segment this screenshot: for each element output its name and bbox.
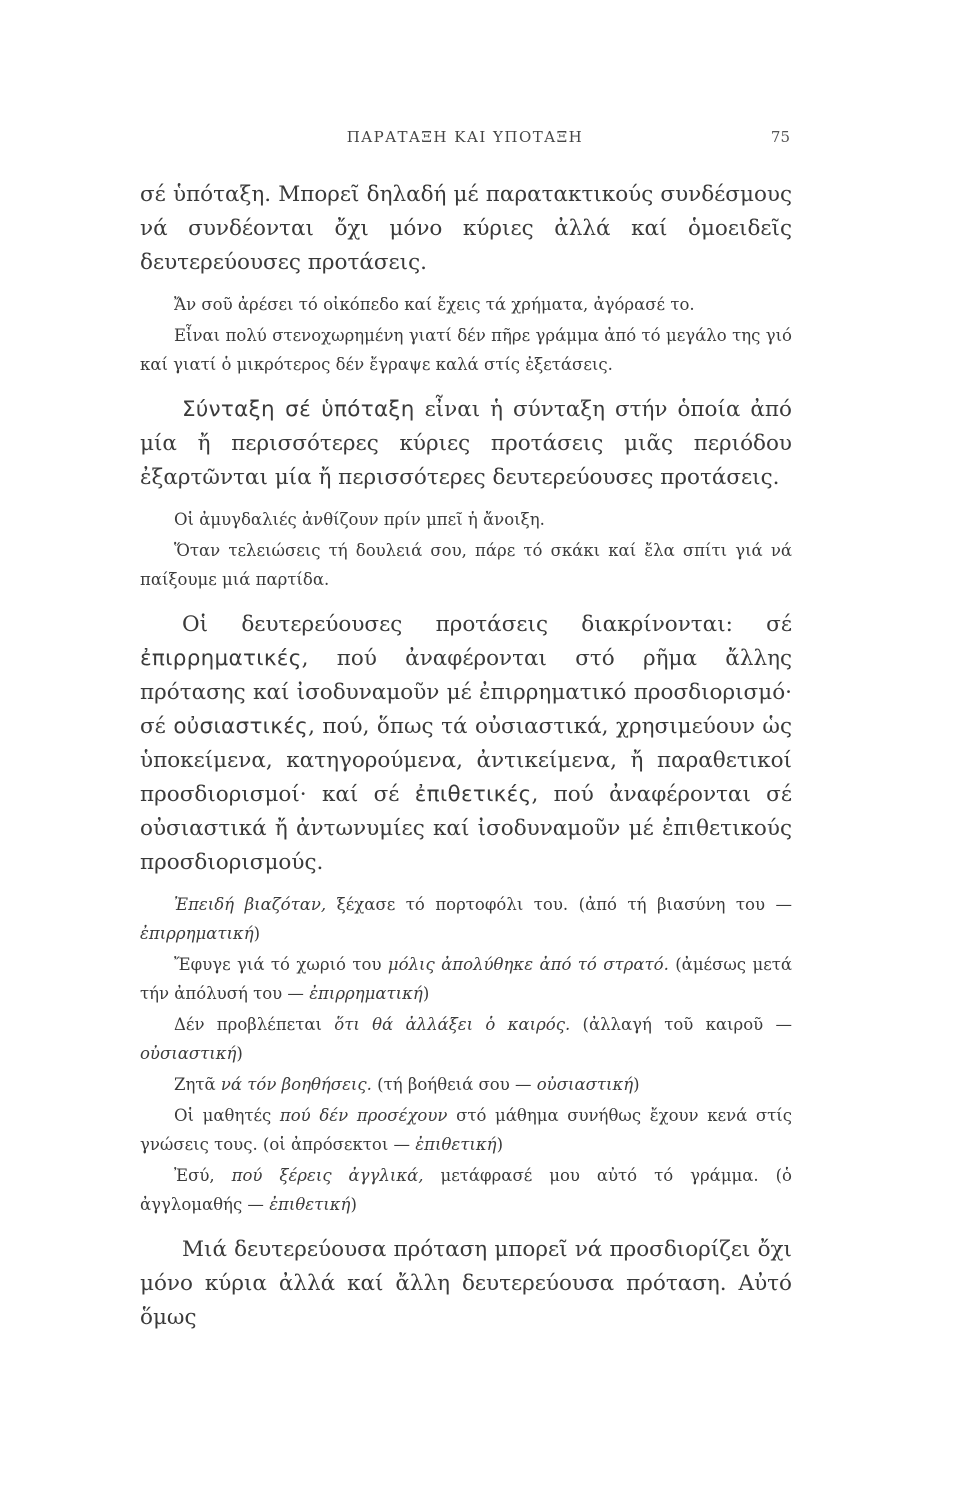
- example-sentence: [140, 1101, 792, 1159]
- text-run: ): [633, 1075, 640, 1094]
- text-run: (ἀμέσως μετά τήν ἀπόλυσή του —: [140, 955, 793, 1003]
- clause-type: ἐπιθετική: [415, 1135, 497, 1154]
- example-sentence: Ὅταν τελειώσεις τή δουλειά σου, πάρε τό σκάκι καί ἔλα σπίτι γιά νά παίξουμε μιά παρτίδα.: [140, 541, 792, 589]
- example-sentence: [140, 890, 792, 948]
- paragraph-continuation: σέ ὑπόταξη. Μπορεῖ δηλαδή μέ παρατακτικούς συνδέσμους νά συνδέονται ὄχι μόνο κύριες ἀλλά καί ὁμοειδεῖς δευτερεύουσες προτάσεις.: [140, 182, 792, 275]
- example-sentence: Οἱ ἀμυγδαλιές ἀνθίζουν πρίν μπεῖ ἡ ἄνοιξη.: [174, 510, 545, 529]
- closing-paragraph: Μιά δευτερεύουσα πρόταση μπορεῖ νά προσδιορίζει ὄχι μόνο κύρια ἀλλά καί ἄλλη δευτερεύουσα πρόταση. Αὐτό ὅμως: [140, 1237, 792, 1330]
- text-run: ): [496, 1135, 503, 1154]
- term-adjectival: ἐπιθετικές: [414, 782, 532, 807]
- definition-term: Σύνταξη σέ ὑπόταξη: [182, 397, 415, 422]
- clause-type: ἐπιθετική: [269, 1195, 351, 1214]
- running-title: ΠΑΡΑΤΑΞΗ ΚΑΙ ΥΠΟΤΑΞΗ: [346, 128, 584, 146]
- example-sentence: [140, 1070, 792, 1099]
- example-clause: μόλις ἀπολύθηκε ἀπό τό στρατό.: [387, 955, 669, 974]
- example-clause: πού δέν προσέχουν: [279, 1106, 448, 1125]
- example-clause: πού ξέρεις ἀγγλικά,: [231, 1166, 424, 1185]
- text-run: Οἱ δευτερεύουσες προτάσεις διακρίνονται: σέ: [182, 612, 792, 637]
- text-run: (τή βοήθειά σου —: [371, 1075, 537, 1094]
- clause-type: ἐπιρρηματική: [140, 924, 254, 943]
- example-clause: Ἐπειδή βιαζόταν,: [174, 895, 327, 914]
- text-run: στό μάθημα συνήθως ἔχουν κενά στίς γνώσεις τους. (οἱ ἀπρόσεκτοι —: [140, 1106, 792, 1154]
- example-sentence: [140, 1010, 792, 1068]
- text-run: ): [236, 1044, 243, 1063]
- clause-type: οὐσιαστική: [140, 1044, 237, 1063]
- text-run: Ἔφυγε γιά τό χωριό του: [174, 955, 388, 974]
- text-run: , πού, ὅπως τά οὐσιαστικά, χρησιμεύουν ὡς ὑποκείμενα, κατηγορούμενα, ἀντικείμενα, ἤ παραθετικοί προσδιορισμοί· καί σέ: [140, 714, 792, 807]
- example-clause: ὅτι θά ἀλλάξει ὁ καιρός.: [334, 1015, 571, 1034]
- text-run: ): [422, 984, 430, 1003]
- text-run: ): [350, 1195, 357, 1214]
- term-nominal: οὐσιαστικές: [173, 714, 309, 739]
- text-run: Ζητᾶ: [174, 1075, 221, 1094]
- page-header: [140, 128, 790, 152]
- text-run: ): [253, 924, 261, 943]
- example-sentence: Ἄν σοῦ ἀρέσει τό οἰκόπεδο καί ἔχεις τά χρήματα, ἀγόρασέ το.: [174, 295, 695, 314]
- definition-paragraph: [140, 393, 792, 495]
- definition-text: εἶναι ἡ σύνταξη στήν ὁποία ἀπό μία ἤ περισσότερες κύριες προτάσεις μιᾶς περιόδου ἐξαρτῶνται μία ἤ περισσότερες δευτερεύουσες προτάσεις.: [140, 397, 792, 490]
- text-run: , πού ἀναφέρονται σέ οὐσιαστικά ἤ ἀντωνυμίες καί ἰσοδυναμοῦν μέ ἐπιθετικούς προσδιορισμούς.: [140, 782, 792, 875]
- term-adverbial: ἐπιρρηματικές: [140, 646, 302, 671]
- clause-type: ἐπιρρηματική: [309, 984, 423, 1003]
- example-clause: νά τόν βοηθήσεις.: [220, 1075, 372, 1094]
- text-run: Οἱ μαθητές: [174, 1106, 280, 1125]
- text-run: , πού ἀναφέρονται στό ρῆμα ἄλλης πρότασης καί ἰσοδυναμοῦν μέ ἐπιρρηματικό προσδιορισμό· σέ: [140, 646, 792, 739]
- text-run: (ἀλλαγή τοῦ καιροῦ —: [570, 1015, 792, 1034]
- clause-type: οὐσιαστική: [536, 1075, 634, 1094]
- classification-paragraph: [140, 608, 792, 880]
- page-number: 75: [770, 128, 790, 146]
- text-run: Δέν προβλέπεται: [174, 1015, 335, 1034]
- example-sentence: [140, 1161, 792, 1219]
- example-sentence: [140, 950, 792, 1008]
- body-text: [140, 178, 792, 1335]
- example-sentence: Εἶναι πολύ στενοχωρημένη γιατί δέν πῆρε γράμμα ἀπό τό μεγάλο της γιό καί γιατί ὁ μικρότερος δέν ἔγραψε καλά στίς ἐξετάσεις.: [140, 326, 792, 374]
- text-run: Ἐσύ,: [174, 1166, 232, 1185]
- text-run: ξέχασε τό πορτοφόλι του. (ἀπό τή βιασύνη του —: [326, 895, 792, 914]
- text-run: μετάφρασέ μου αὐτό τό γράμμα. (ὁ ἀγγλομαθής —: [140, 1166, 792, 1214]
